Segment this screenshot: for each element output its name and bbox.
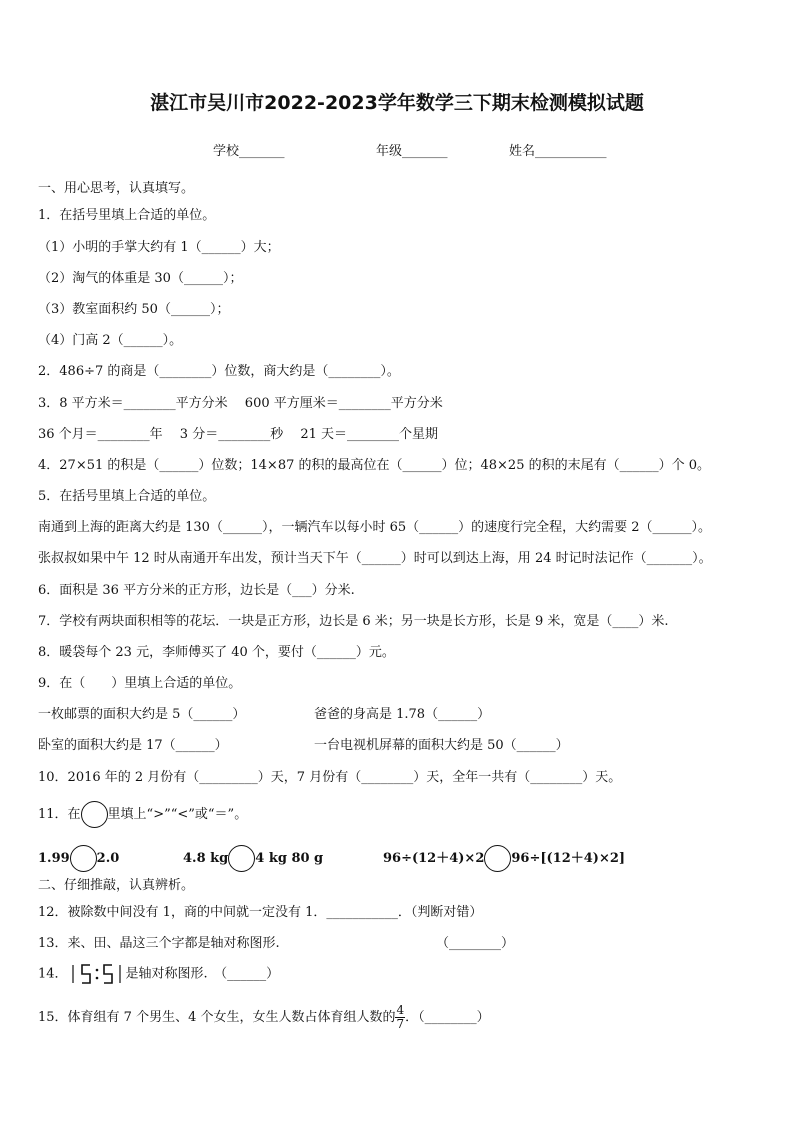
name-field[interactable]: 姓名___________ [509, 144, 607, 159]
question-12: 12．被除数中间没有 1，商的中间就一定没有 1．___________．（判断对错） [38, 905, 483, 920]
question-10: 10．2016 年的 2 月份有（_________）天，7 月份有（________）天，全年一共有（________）天。 [38, 770, 622, 785]
compare-row-1 [38, 845, 119, 872]
digital-clock-image [68, 963, 126, 985]
question-15-post: ．（________） [405, 1010, 490, 1025]
question-11-post: 里填上“>”“<”或“＝”。 [107, 807, 248, 822]
question-9a2: 爸爸的身高是 1.78（______） [314, 707, 491, 722]
question-13: 13．来、田、晶这三个字都是轴对称图形. [38, 936, 280, 951]
compare-row-2 [183, 845, 323, 872]
compare-row-3 [383, 845, 625, 872]
question-1-stem: 1．在括号里填上合适的单位。 [38, 208, 216, 223]
grade-field[interactable]: 年级_______ [376, 144, 448, 159]
question-5a: 南通到上海的距离大约是 130（______），一辆汽车以每小时 65（______）的速度行完全程，大约需要 2（______）。 [38, 520, 712, 535]
question-5b: 张叔叔如果中午 12 时从南通开车出发，预计当天下午（______）时可以到达上海，用 24 时记时法记作（_______）。 [38, 551, 712, 566]
page-title: 湛江市吴川市2022-2023学年数学三下期末检测模拟试题 [150, 92, 644, 114]
question-5-stem: 5．在括号里填上合适的单位。 [38, 489, 216, 504]
compare-2-left: 4.8 kg [183, 851, 229, 866]
question-1c: （3）教室面积约 50（______）； [38, 302, 230, 317]
fraction-four-sevenths [395, 1004, 405, 1031]
question-15-pre: 15．体育组有 7 个男生、4 个女生，女生人数占体育组人数的 [38, 1010, 396, 1025]
question-8: 8．暖袋每个 23 元，李师傅买了 40 个，要付（______）元。 [38, 645, 395, 660]
question-6: 6．面积是 36 平方分米的正方形，边长是（___）分米. [38, 583, 355, 598]
question-15 [38, 1004, 490, 1031]
question-4: 4．27×51 的积是（______）位数；14×87 的积的最高位在（______）位；48×25 的积的末尾有（______）个 0。 [38, 458, 711, 473]
question-11-pre: 11．在 [38, 807, 81, 822]
compare-2-right: 4 kg 80 g [255, 851, 324, 866]
fraction-denominator: 7 [396, 1017, 405, 1031]
compare-1-left: 1.99 [38, 851, 70, 866]
school-field[interactable]: 学校_______ [213, 144, 285, 159]
question-14-pre: 14． [38, 966, 68, 982]
compare-1-right: 2.0 [96, 851, 120, 866]
compare-2-circle[interactable] [228, 845, 255, 872]
question-7: 7．学校有两块面积相等的花坛．一块是正方形，边长是 6 米；另一块是长方形，长是 9 米，宽是（____）米. [38, 614, 669, 629]
question-9a1: 一枚邮票的面积大约是 5（______） [38, 707, 246, 722]
question-1d: （4）门高 2（______）。 [38, 333, 183, 348]
question-14 [38, 963, 279, 985]
question-14-post: 是轴对称图形. （______） [125, 966, 280, 982]
question-1a: （1）小明的手掌大约有 1（______）大； [38, 240, 280, 255]
compare-3-circle[interactable] [484, 845, 511, 872]
question-11-stem [38, 801, 247, 828]
question-9-stem: 9．在（ ）里填上合适的单位。 [38, 676, 242, 691]
fraction-numerator: 4 [396, 1003, 405, 1017]
compare-3-left: 96÷(12＋4)×2 [383, 851, 485, 866]
compare-1-circle[interactable] [70, 845, 97, 872]
question-13-blank[interactable]: （________） [436, 936, 515, 951]
question-3b: 36 个月＝________年 3 分＝________秒 21 天＝________个星期 [38, 427, 439, 442]
compare-circle-icon [81, 801, 108, 828]
question-3a: 3．8 平方米＝________平方分米 600 平方厘米＝________平方分米 [38, 396, 443, 411]
question-1b: （2）淘气的体重是 30（______）； [38, 271, 243, 286]
question-2: 2．486÷7 的商是（________）位数，商大约是（________）。 [38, 364, 400, 379]
section-heading-2: 二、仔细推敲，认真辨析。 [38, 878, 195, 893]
section-heading-1: 一、用心思考，认真填写。 [38, 181, 195, 196]
compare-3-right: 96÷[(12＋4)×2] [511, 851, 626, 866]
question-9b1: 卧室的面积大约是 17（______） [38, 738, 228, 753]
question-9b2: 一台电视机屏幕的面积大约是 50（______） [314, 738, 569, 753]
